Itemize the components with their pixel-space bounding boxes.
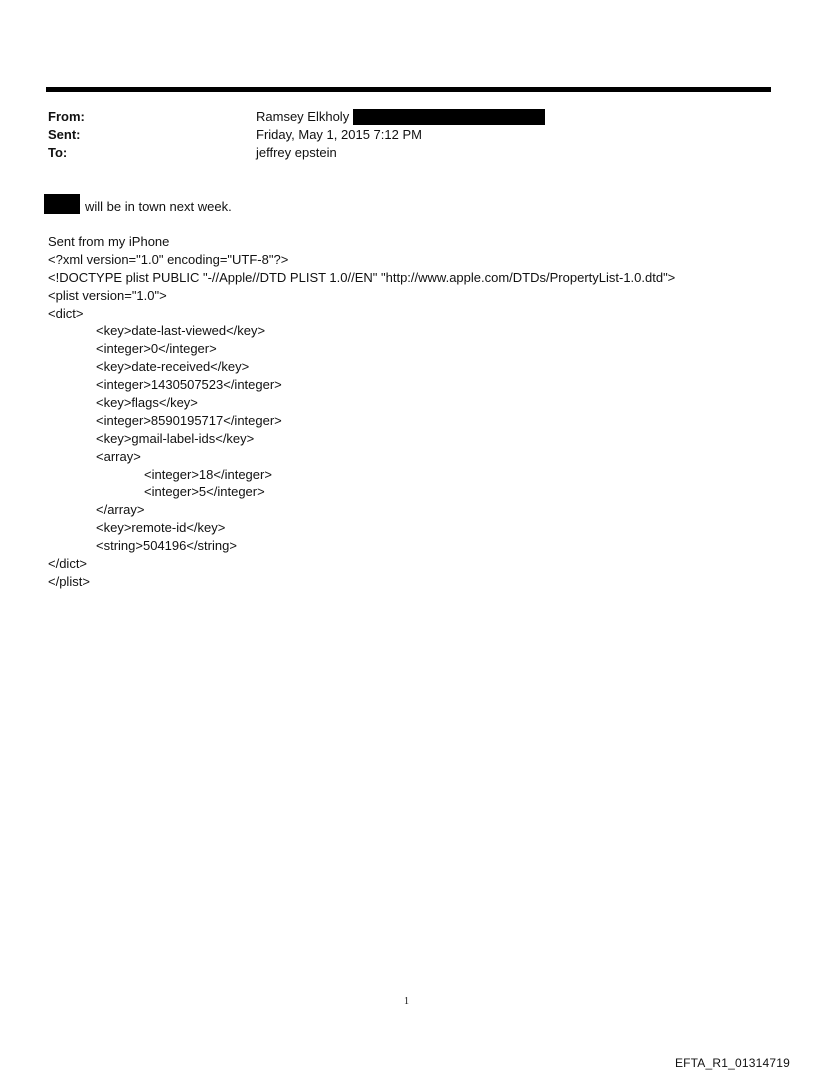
header-rule xyxy=(46,87,771,92)
message-intro: will be in town next week. xyxy=(85,199,232,214)
to-label: To: xyxy=(48,145,68,160)
body-line: </dict> xyxy=(48,556,88,572)
body-line: </array> xyxy=(96,502,145,518)
to-value: jeffrey epstein xyxy=(256,145,337,160)
body-line: </plist> xyxy=(48,573,90,589)
body-line: Sent from my iPhone xyxy=(48,234,170,249)
body-line: <?xml version="1.0" encoding="UTF-8"?> xyxy=(48,251,289,267)
body-line: <plist version="1.0"> xyxy=(48,287,167,303)
from-label: From: xyxy=(48,109,85,124)
bates-number: EFTA_R1_01314719 xyxy=(674,1056,790,1070)
body-line: <integer>0</integer> xyxy=(96,341,217,357)
sent-label: Sent: xyxy=(48,127,81,142)
redaction-box xyxy=(353,109,545,125)
body-line: <integer>5</integer> xyxy=(144,484,265,500)
message-body xyxy=(48,233,675,591)
page-number: 1 xyxy=(404,996,409,1007)
body-line: <dict> xyxy=(48,305,84,321)
from-value-wrap xyxy=(256,108,545,126)
body-line: <key>flags</key> xyxy=(96,395,198,411)
body-line: <key>date-last-viewed</key> xyxy=(96,323,266,339)
body-line: <integer>1430507523</integer> xyxy=(96,377,282,393)
redaction-box xyxy=(44,194,80,214)
body-line: <!DOCTYPE plist PUBLIC "-//Apple//DTD PLIST 1.0//EN" "http://www.apple.com/DTDs/PropertyList-1.0.dtd"> xyxy=(48,269,676,285)
body-line: <key>remote-id</key> xyxy=(96,520,226,536)
body-line: <integer>18</integer> xyxy=(144,466,272,482)
body-line: <integer>8590195717</integer> xyxy=(96,412,282,428)
body-line: <string>504196</string> xyxy=(96,538,237,554)
body-line: <key>gmail-label-ids</key> xyxy=(96,430,255,446)
body-line: <key>date-received</key> xyxy=(96,359,250,375)
sent-value: Friday, May 1, 2015 7:12 PM xyxy=(256,127,422,142)
body-line: <array> xyxy=(96,448,141,464)
from-value: Ramsey Elkholy xyxy=(256,109,350,124)
